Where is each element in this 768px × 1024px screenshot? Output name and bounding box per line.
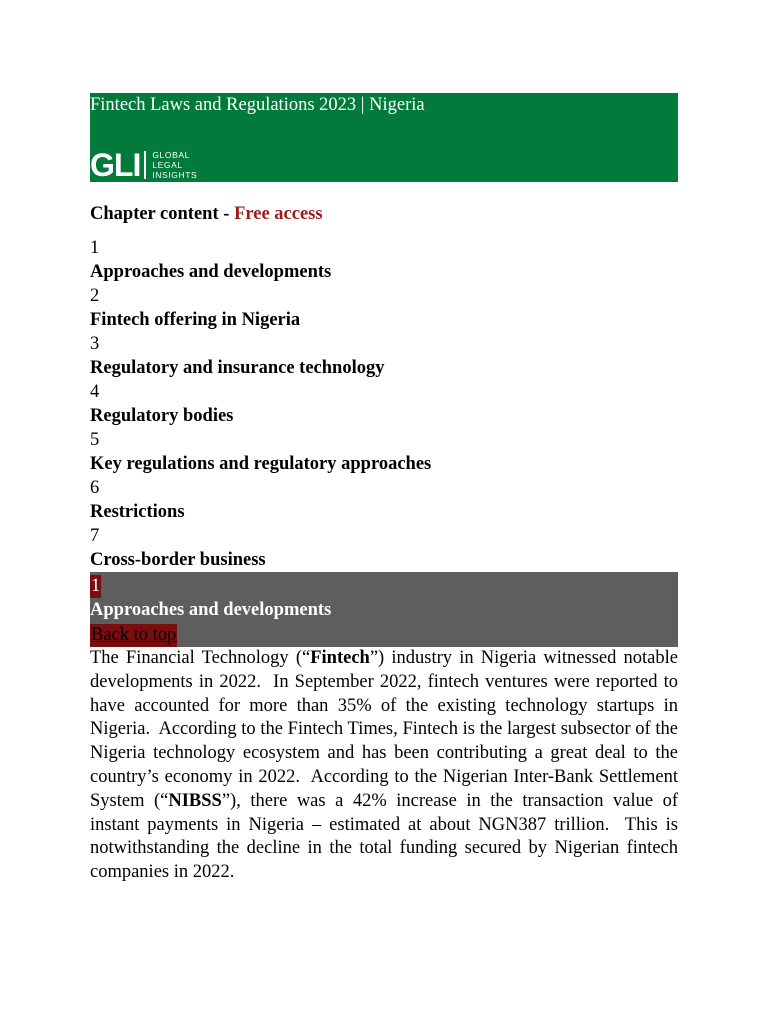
toc-item[interactable] <box>90 476 678 524</box>
header-banner <box>90 93 678 182</box>
logo-word-global: GLOBAL <box>152 150 190 160</box>
logo-word-legal: LEGAL <box>152 160 183 170</box>
toc-item-title[interactable]: Fintech offering in Nigeria <box>90 310 301 330</box>
toc-item-number: 2 <box>90 286 100 306</box>
gli-logo <box>90 147 198 183</box>
document-title: Fintech Laws and Regulations 2023 | Nigeria <box>90 95 425 115</box>
logo-divider <box>144 151 146 179</box>
document-page <box>90 93 678 885</box>
section-title: Approaches and developments <box>90 600 332 620</box>
section-header <box>90 572 678 647</box>
section-number: 1 <box>91 576 101 596</box>
toc-item-title[interactable]: Restrictions <box>90 502 185 522</box>
toc-item-number: 4 <box>90 382 100 402</box>
toc-item[interactable] <box>90 332 678 380</box>
toc-item-title[interactable]: Approaches and developments <box>90 262 332 282</box>
toc-item-number: 3 <box>90 334 100 354</box>
toc-item-title[interactable]: Cross-border business <box>90 550 266 570</box>
toc-item[interactable] <box>90 284 678 332</box>
free-access-label: Free access <box>234 204 323 224</box>
toc-item-number: 5 <box>90 430 100 450</box>
chapter-content-heading <box>90 202 678 226</box>
toc-item[interactable] <box>90 428 678 476</box>
toc-item-number: 7 <box>90 526 100 546</box>
toc-item-title[interactable]: Key regulations and regulatory approaches <box>90 454 432 474</box>
toc-item[interactable] <box>90 380 678 428</box>
back-to-top-link[interactable]: Back to top <box>91 625 177 645</box>
toc-item-title[interactable]: Regulatory bodies <box>90 406 234 426</box>
paragraph-text: ”), there was a 42% increase in the transaction value of instant payments in Nigeria – estimated at about NGN387 trillion. This is notwithstanding the decline in the total funding secured by Nigerian fintech companies in 2022. <box>90 790 678 883</box>
chapter-separator: - <box>218 204 235 224</box>
toc-item-title[interactable]: Regulatory and insurance technology <box>90 358 385 378</box>
logo-wordmark <box>152 150 197 180</box>
toc-item[interactable] <box>90 236 678 284</box>
logo-word-insights: INSIGHTS <box>152 170 198 180</box>
paragraph-text: ”) industry in Nigeria witnessed notable developments in 2022. In September 2022, fintech ventures were reported to have accounted for more than 35% of the existing technology startups in Nigeria. According to the Fintech Times, Fintech is the largest subsector of the Nigeria technology ecosystem and has been contributing a great deal to the country’s economy in 2022. According to the Nigerian Inter-Bank Settlement System (“ <box>90 648 678 811</box>
chapter-content-label: Chapter content <box>90 204 219 224</box>
toc-item-number: 1 <box>90 238 100 258</box>
table-of-contents <box>90 236 678 572</box>
paragraph-text: The Financial Technology (“ <box>90 648 311 668</box>
section-body-paragraph <box>90 647 678 885</box>
toc-item-number: 6 <box>90 478 100 498</box>
defined-term-fintech: Fintech <box>310 648 370 668</box>
toc-item[interactable] <box>90 524 678 572</box>
logo-mark: GLI <box>90 147 141 183</box>
defined-term-nibss: NIBSS <box>168 790 222 811</box>
